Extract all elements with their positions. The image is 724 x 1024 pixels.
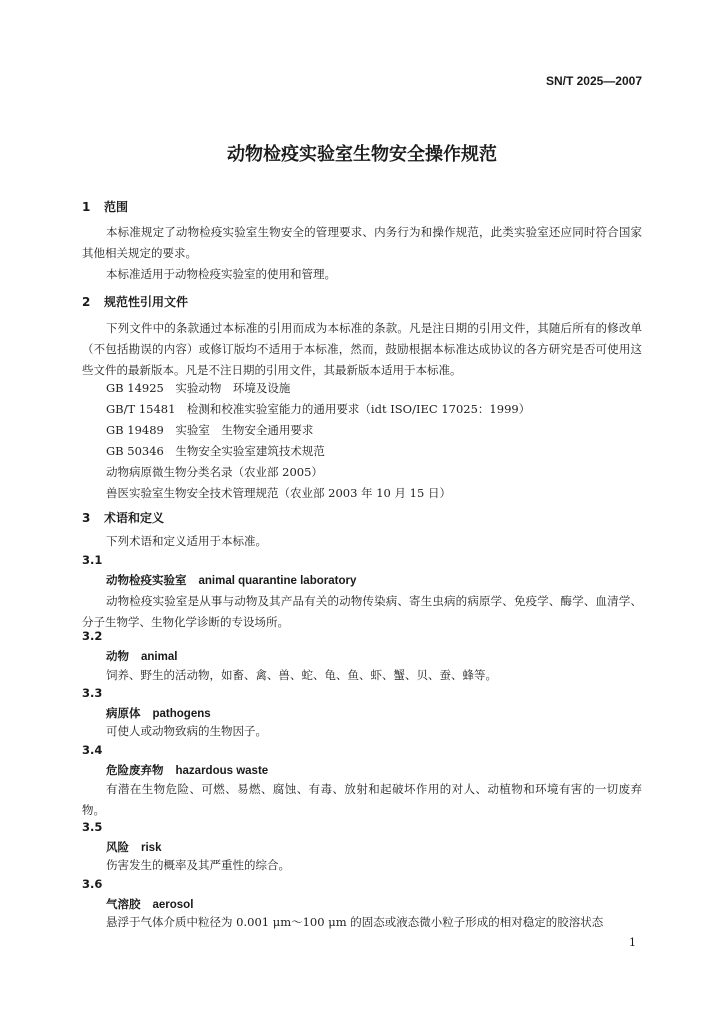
term-definition: 可使人或动物致病的生物因子。 bbox=[106, 724, 267, 738]
term-chinese: 危险废弃物 bbox=[106, 763, 164, 777]
term-number: 3.1 bbox=[82, 553, 103, 567]
section-title: 规范性引用文件 bbox=[104, 295, 189, 309]
reference-item: GB/T 15481 检测和校准实验室能力的通用要求（idt ISO/IEC 17025：1999） bbox=[106, 402, 531, 416]
reference-item: 动物病原微生物分类名录（农业部 2005） bbox=[106, 465, 323, 479]
section-number: 3 bbox=[82, 511, 91, 525]
reference-item: GB 14925 实验动物 环境及设施 bbox=[106, 381, 291, 395]
term-english: animal bbox=[141, 651, 178, 663]
standard-code: SN/T 2025—2007 bbox=[545, 74, 642, 88]
term-number: 3.4 bbox=[82, 743, 103, 757]
term-number: 3.2 bbox=[82, 629, 103, 643]
term-english: aerosol bbox=[152, 899, 194, 911]
document-title: 动物检疫实验室生物安全操作规范 bbox=[227, 144, 497, 165]
term-definition: 动物检疫实验室是从事与动物及其产品有关的动物传染病、寄生虫病的病原学、免疫学、酶学、血清学、分子生物学、生物化学诊断的专设场所。 bbox=[82, 594, 642, 629]
term-number: 3.5 bbox=[82, 820, 103, 834]
section-title: 范围 bbox=[104, 200, 129, 214]
section-3-intro: 下列术语和定义适用于本标准。 bbox=[106, 534, 267, 548]
section-1-paragraph-1: 本标准规定了动物检疫实验室生物安全的管理要求、内务行为和操作规范，此类实验室还应同时符合国家其他相关规定的要求。 bbox=[82, 225, 642, 260]
section-1-heading bbox=[82, 198, 128, 215]
term-heading bbox=[106, 762, 268, 778]
reference-item: 兽医实验室生物安全技术管理规范（农业部 2003 年 10 月 15 日） bbox=[106, 486, 451, 500]
term-heading bbox=[106, 896, 193, 912]
reference-item: GB 19489 实验室 生物安全通用要求 bbox=[106, 423, 314, 437]
section-2-heading bbox=[82, 293, 188, 310]
page-number: 1 bbox=[629, 936, 636, 949]
term-definition: 伤害发生的概率及其严重性的综合。 bbox=[106, 858, 290, 872]
term-chinese: 风险 bbox=[106, 840, 129, 854]
term-number: 3.6 bbox=[82, 877, 103, 891]
section-title: 术语和定义 bbox=[104, 511, 165, 525]
term-chinese: 动物 bbox=[106, 649, 129, 663]
term-number: 3.3 bbox=[82, 686, 103, 700]
term-english: risk bbox=[141, 842, 162, 854]
term-heading bbox=[106, 572, 356, 588]
term-english: hazardous waste bbox=[175, 765, 269, 777]
term-chinese: 气溶胶 bbox=[106, 897, 141, 911]
term-english: pathogens bbox=[152, 708, 211, 720]
term-heading bbox=[106, 705, 211, 721]
term-definition: 饲养、野生的活动物，如畜、禽、兽、蛇、龟、鱼、虾、蟹、贝、蚕、蜂等。 bbox=[106, 668, 497, 682]
section-3-heading bbox=[82, 509, 164, 526]
term-chinese: 动物检疫实验室 bbox=[106, 573, 187, 587]
term-chinese: 病原体 bbox=[106, 706, 141, 720]
term-definition: 悬浮于气体介质中粒径为 0.001 μm～100 μm 的固态或液态微小粒子形成的相对稳定的胶溶状态 bbox=[106, 915, 604, 929]
reference-item: GB 50346 生物安全实验室建筑技术规范 bbox=[106, 444, 325, 458]
term-heading bbox=[106, 648, 177, 664]
term-definition: 有潜在生物危险、可燃、易燃、腐蚀、有毒、放射和起破坏作用的对人、动植物和环境有害的一切废弃物。 bbox=[82, 782, 642, 817]
section-number: 1 bbox=[82, 200, 91, 214]
section-number: 2 bbox=[82, 295, 91, 309]
section-2-paragraph: 下列文件中的条款通过本标准的引用而成为本标准的条款。凡是注日期的引用文件，其随后所有的修改单（不包括勘误的内容）或修订版均不适用于本标准，然而，鼓励根据本标准达成协议的各方研究是否可使用这些文件的最新版本。凡是不注日期的引用文件，其最新版本适用于本标准。 bbox=[82, 321, 642, 377]
term-english: animal quarantine laboratory bbox=[198, 575, 357, 587]
term-heading bbox=[106, 839, 161, 855]
section-1-paragraph-2: 本标准适用于动物检疫实验室的使用和管理。 bbox=[106, 267, 336, 281]
